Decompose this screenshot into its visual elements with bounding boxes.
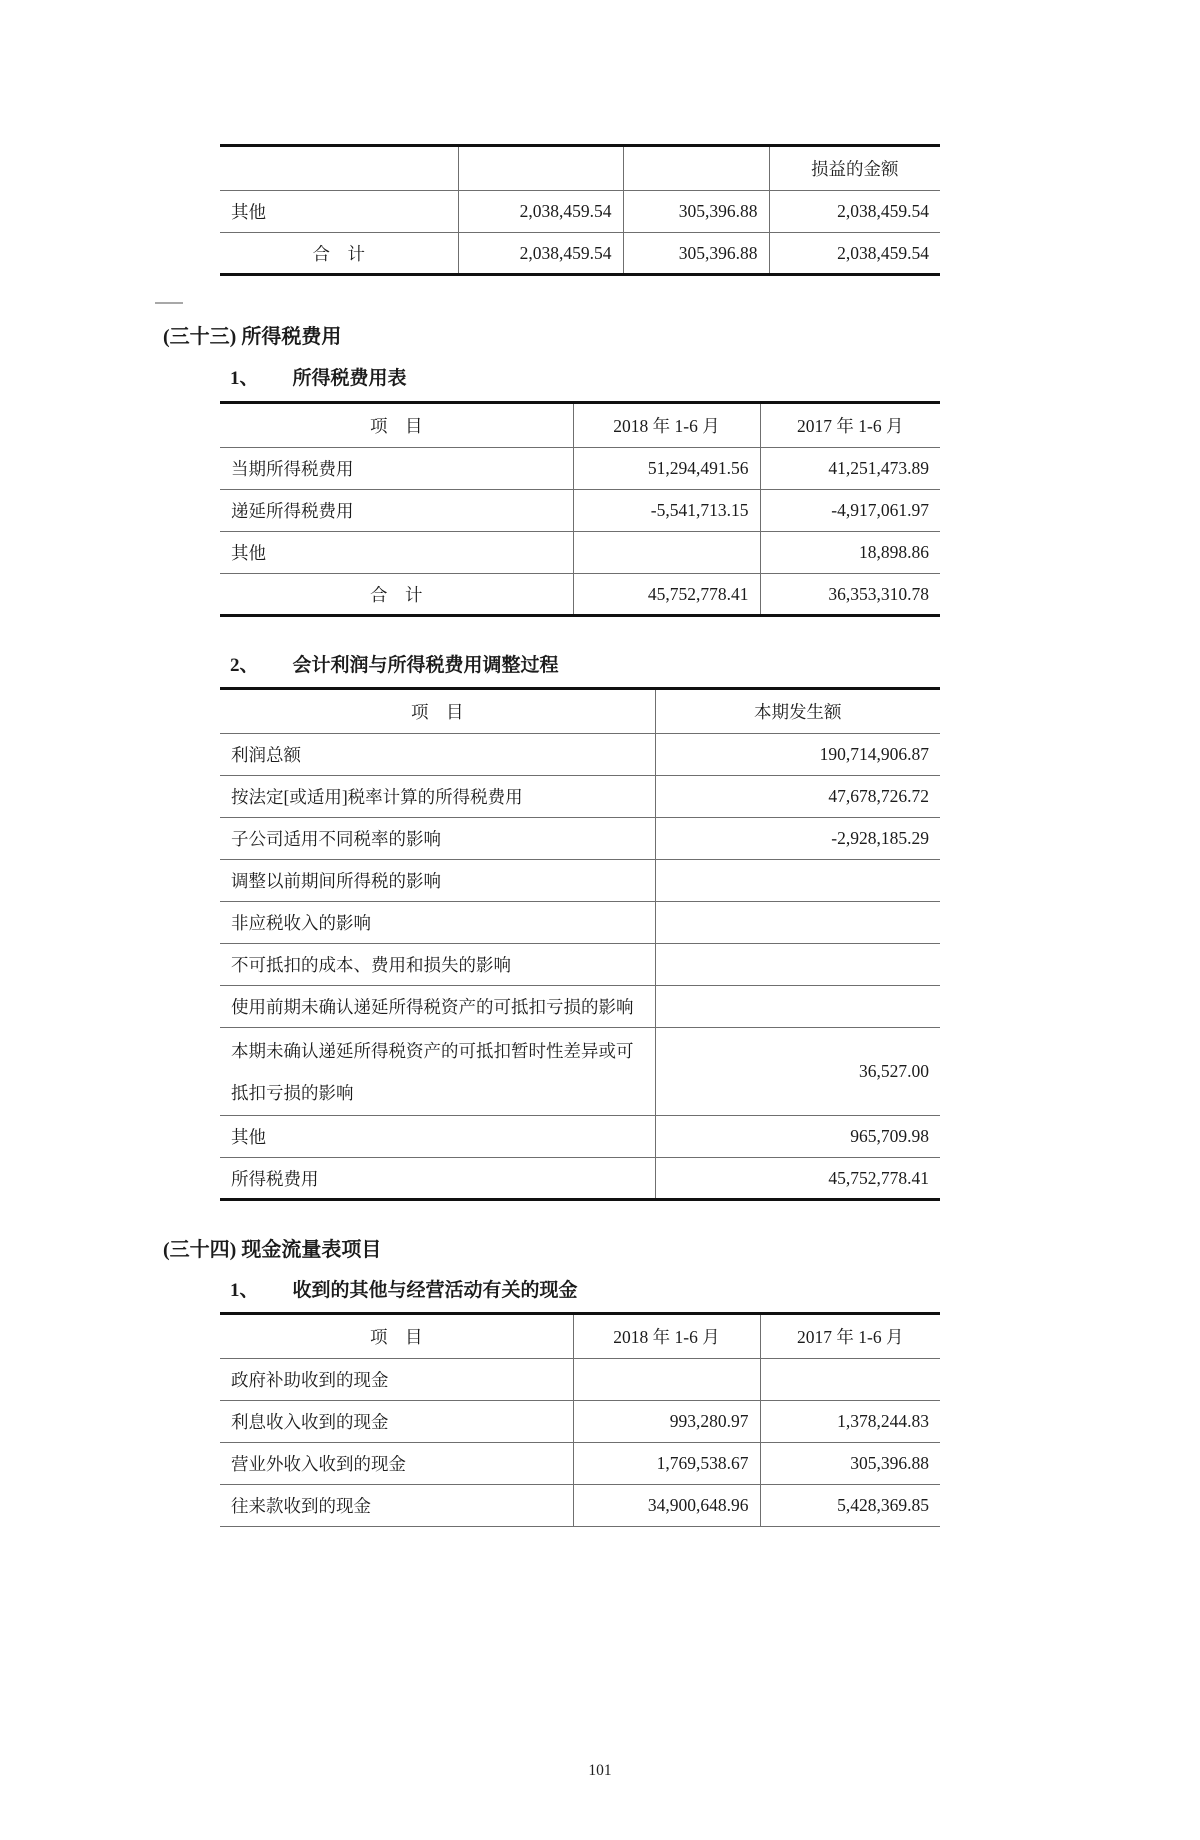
table-row <box>220 448 940 490</box>
row-label: 其他 <box>220 191 458 233</box>
amount-cell: -2,928,185.29 <box>655 818 940 860</box>
table-row <box>220 986 940 1028</box>
table-row <box>220 860 940 902</box>
carryover-header-row <box>220 146 940 191</box>
amount-cell: 41,251,473.89 <box>760 448 940 490</box>
row-label: 非应税收入的影响 <box>220 902 655 944</box>
amount-cell: 36,353,310.78 <box>760 574 940 616</box>
table-row <box>220 818 940 860</box>
table-row <box>220 532 940 574</box>
separator-dash <box>155 302 183 304</box>
header-cell-2018: 2018 年 1-6 月 <box>573 1314 760 1359</box>
amount-cell: 2,038,459.54 <box>769 191 940 233</box>
subsection-34-1-title <box>230 1278 1200 1304</box>
amount-cell: 305,396.88 <box>623 233 769 275</box>
subsection-number: 1、 <box>230 368 259 389</box>
table-row <box>220 1401 940 1443</box>
header-cell-2018: 2018 年 1-6 月 <box>573 403 760 448</box>
header-cell-empty <box>458 146 623 191</box>
table-row <box>220 1485 940 1527</box>
row-label: 递延所得税费用 <box>220 490 573 532</box>
amount-cell <box>655 902 940 944</box>
row-label: 当期所得税费用 <box>220 448 573 490</box>
header-cell-2017: 2017 年 1-6 月 <box>760 403 940 448</box>
amount-cell <box>655 986 940 1028</box>
subsection-label: 收到的其他与经营活动有关的现金 <box>292 1280 578 1301</box>
amount-cell: 190,714,906.87 <box>655 734 940 776</box>
table-row <box>220 902 940 944</box>
amount-cell: 965,709.98 <box>655 1116 940 1158</box>
amount-cell: 1,378,244.83 <box>760 1401 940 1443</box>
table-total-row <box>220 574 940 616</box>
table-row <box>220 1116 940 1158</box>
amount-cell: 2,038,459.54 <box>458 233 623 275</box>
other-operating-cash-received-table <box>220 1312 940 1527</box>
amount-cell <box>655 944 940 986</box>
amount-cell: -5,541,713.15 <box>573 490 760 532</box>
row-label: 政府补助收到的现金 <box>220 1359 573 1401</box>
amount-cell: 45,752,778.41 <box>573 574 760 616</box>
subsection-number: 1、 <box>230 1280 259 1301</box>
page-number: 101 <box>588 1762 612 1779</box>
row-label-total: 合 计 <box>370 584 423 605</box>
table-total-row <box>220 233 940 275</box>
table-row <box>220 1028 940 1116</box>
carryover-table <box>220 144 940 276</box>
amount-cell: 18,898.86 <box>760 532 940 574</box>
table-row <box>220 191 940 233</box>
header-cell-amount: 本期发生额 <box>655 689 940 734</box>
subsection-label: 所得税费用表 <box>292 368 407 389</box>
table-row <box>220 734 940 776</box>
amount-cell: 305,396.88 <box>760 1443 940 1485</box>
table-row <box>220 776 940 818</box>
row-label: 本期未确认递延所得税资产的可抵扣暂时性差异或可抵扣亏损的影响 <box>220 1028 655 1116</box>
row-label-total: 合 计 <box>312 243 365 264</box>
row-label: 其他 <box>220 1116 655 1158</box>
amount-cell <box>573 532 760 574</box>
amount-cell <box>573 1359 760 1401</box>
amount-cell: 993,280.97 <box>573 1401 760 1443</box>
tax-reconciliation-table <box>220 687 940 1201</box>
amount-cell: 2,038,459.54 <box>458 191 623 233</box>
header-cell-item: 项 目 <box>220 689 655 734</box>
row-label: 所得税费用 <box>231 1168 319 1189</box>
header-cell-empty <box>220 146 458 191</box>
header-cell-2017: 2017 年 1-6 月 <box>760 1314 940 1359</box>
row-label: 按法定[或适用]税率计算的所得税费用 <box>220 776 655 818</box>
row-label: 往来款收到的现金 <box>231 1496 371 1516</box>
amount-cell: 36,527.00 <box>655 1028 940 1116</box>
subsection-number: 2、 <box>230 655 259 676</box>
amount-cell <box>760 1359 940 1401</box>
header-cell-item: 项 目 <box>220 403 573 448</box>
amount-cell: 34,900,648.96 <box>573 1485 760 1527</box>
row-label: 不可抵扣的成本、费用和损失的影响 <box>220 944 655 986</box>
section-34-title: (三十四) 现金流量表项目 <box>163 1239 382 1261</box>
amount-cell: -4,917,061.97 <box>760 490 940 532</box>
subsection-33-2-title <box>230 653 1200 679</box>
table-total-row <box>220 1158 940 1200</box>
amount-cell: 5,428,369.85 <box>760 1485 940 1527</box>
row-label: 利润总额 <box>220 734 655 776</box>
header-cell-item: 项 目 <box>220 1314 573 1359</box>
table-row <box>220 1443 940 1485</box>
income-tax-expense-table <box>220 401 940 617</box>
amount-cell: 2,038,459.54 <box>769 233 940 275</box>
header-cell-empty <box>623 146 769 191</box>
table-header-row <box>220 1314 940 1359</box>
amount-cell: 51,294,491.56 <box>573 448 760 490</box>
amount-cell: 305,396.88 <box>623 191 769 233</box>
subsection-33-1-title <box>230 366 1200 392</box>
row-label: 利息收入收到的现金 <box>220 1401 573 1443</box>
row-label: 使用前期未确认递延所得税资产的可抵扣亏损的影响 <box>220 986 655 1028</box>
table-row <box>220 490 940 532</box>
table-row <box>220 1359 940 1401</box>
header-cell-profit-loss-amount: 损益的金额 <box>769 146 940 191</box>
subsection-label: 会计利润与所得税费用调整过程 <box>292 655 559 676</box>
section-33-title: (三十三) 所得税费用 <box>163 326 342 348</box>
amount-cell: 1,769,538.67 <box>573 1443 760 1485</box>
amount-cell <box>655 860 940 902</box>
table-header-row <box>220 403 940 448</box>
row-label: 子公司适用不同税率的影响 <box>220 818 655 860</box>
amount-cell: 47,678,726.72 <box>655 776 940 818</box>
row-label: 调整以前期间所得税的影响 <box>220 860 655 902</box>
row-label: 营业外收入收到的现金 <box>220 1443 573 1485</box>
row-label: 其他 <box>220 532 573 574</box>
amount-cell: 45,752,778.41 <box>655 1158 940 1200</box>
table-header-row <box>220 689 940 734</box>
table-row <box>220 944 940 986</box>
